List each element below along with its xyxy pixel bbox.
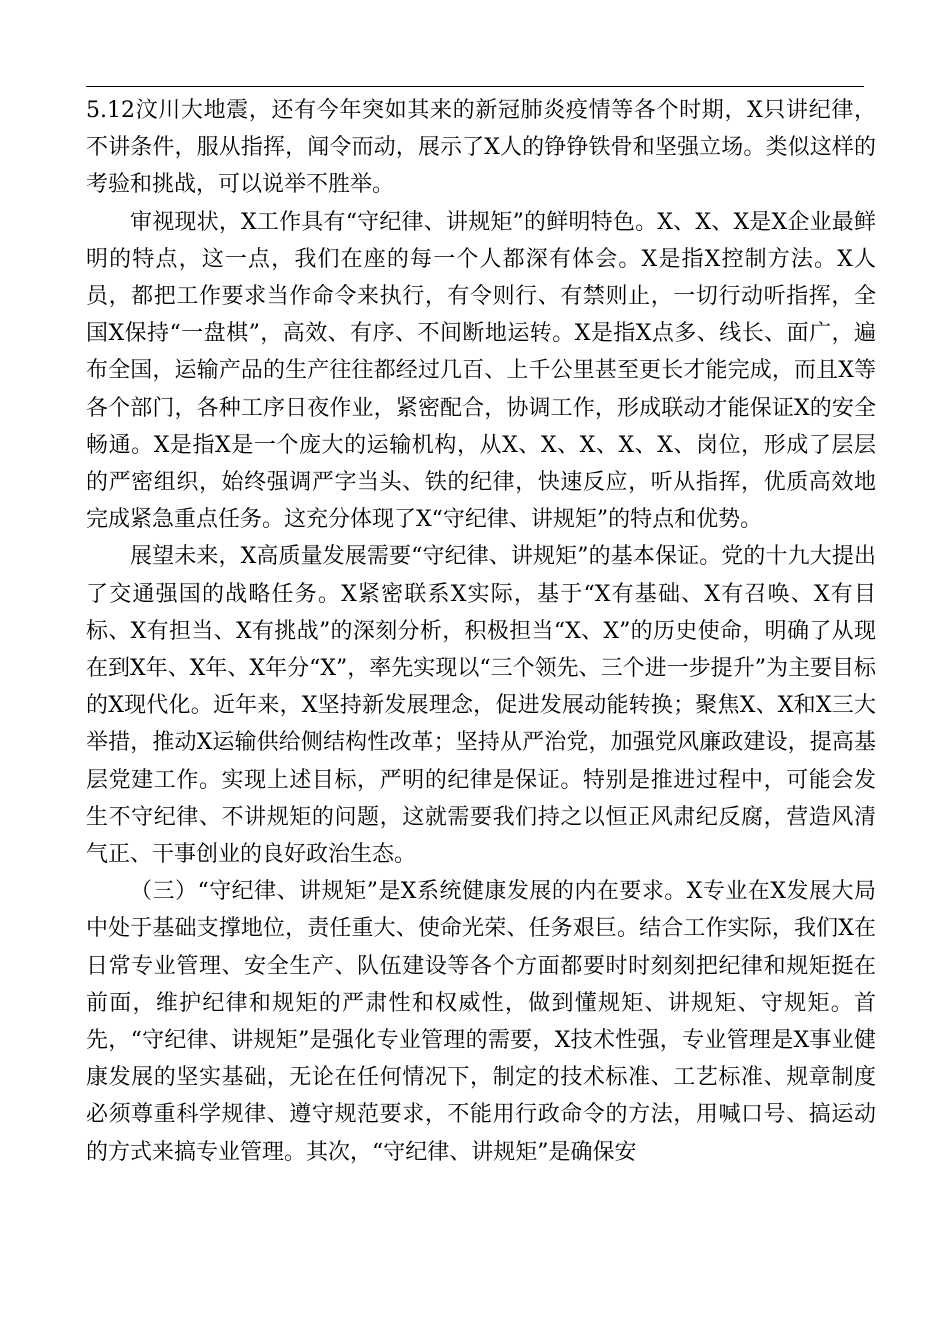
paragraph-continued: 5.12汶川大地震，还有今年突如其来的新冠肺炎疫情等各个时期，X只讲纪律，不讲条件，服从指挥，闻令而动，展示了X人的铮铮铁骨和坚强立场。类似这样的考验和挑战，可以说举不胜举。: [86, 98, 876, 198]
header-rule: [86, 86, 864, 87]
paragraph-section-three: （三）“守纪律、讲规矩”是X系统健康发展的内在要求。X专业在X发展大局中处于基础支撑地位，责任重大、使命光荣、任务艰巨。结合工作实际，我们X在日常专业管理、安全生产、队伍建设等各个方面都要时时刻刻把纪律和规矩挺在前面，维护纪律和规矩的严肃性和权威性，做到懂规矩、讲规矩、守规矩。首先，“守纪律、讲规矩”是强化专业管理的需要，X技术性强，专业管理是X事业健康发展的坚实基础，无论在任何情况下，制定的技术标准、工艺标准、规章制度必须尊重科学规律、遵守规范要求，不能用行政命令的方法，用喊口号、搞运动的方式来搞专业管理。其次，“守纪律、讲规矩”是确保安: [86, 879, 876, 1165]
paragraph-future-outlook: 展望未来，X高质量发展需要“守纪律、讲规矩”的基本保证。党的十九大提出了交通强国的战略任务。X紧密联系X实际，基于“X有基础、X有召唤、X有目标、X有担当、X有挑战”的深刻分析，积极担当“X、X”的历史使命，明确了从现在到X年、X年、X年分“X”，率先实现以“三个领先、三个进一步提升”为主要目标的X现代化。近年来，X坚持新发展理念，促进发展动能转换；聚焦X、X和X三大举措，推动X运输供给侧结构性改革；坚持从严治党，加强党风廉政建设，提高基层党建工作。实现上述目标，严明的纪律是保证。特别是推进过程中，可能会发生不守纪律、不讲规矩的问题，这就需要我们持之以恒正风肃纪反腐，营造风清气正、干事创业的良好政治生态。: [86, 544, 876, 868]
paragraph-current-status: 审视现状，X工作具有“守纪律、讲规矩”的鲜明特色。X、X、X是X企业最鲜明的特点，这一点，我们在座的每一个人都深有体会。X是指X控制方法。X人员，都把工作要求当作命令来执行，有令则行、有禁则止，一切行动听指挥，全国X保持“一盘棋”，高效、有序、不间断地运转。X是指X点多、线长、面广，遍布全国，运输产品的生产往往都经过几百、上千公里甚至更长才能完成，而且X等各个部门，各种工序日夜作业，紧密配合，协调工作，形成联动才能保证X的安全畅通。X是指X是一个庞大的运输机构，从X、X、X、X、X、岗位，形成了层层的严密组织，始终强调严字当头、铁的纪律，快速反应，听从指挥，优质高效地完成紧急重点任务。这充分体现了X“守纪律、讲规矩”的特点和优势。: [86, 209, 876, 533]
document-body: [86, 92, 876, 1171]
